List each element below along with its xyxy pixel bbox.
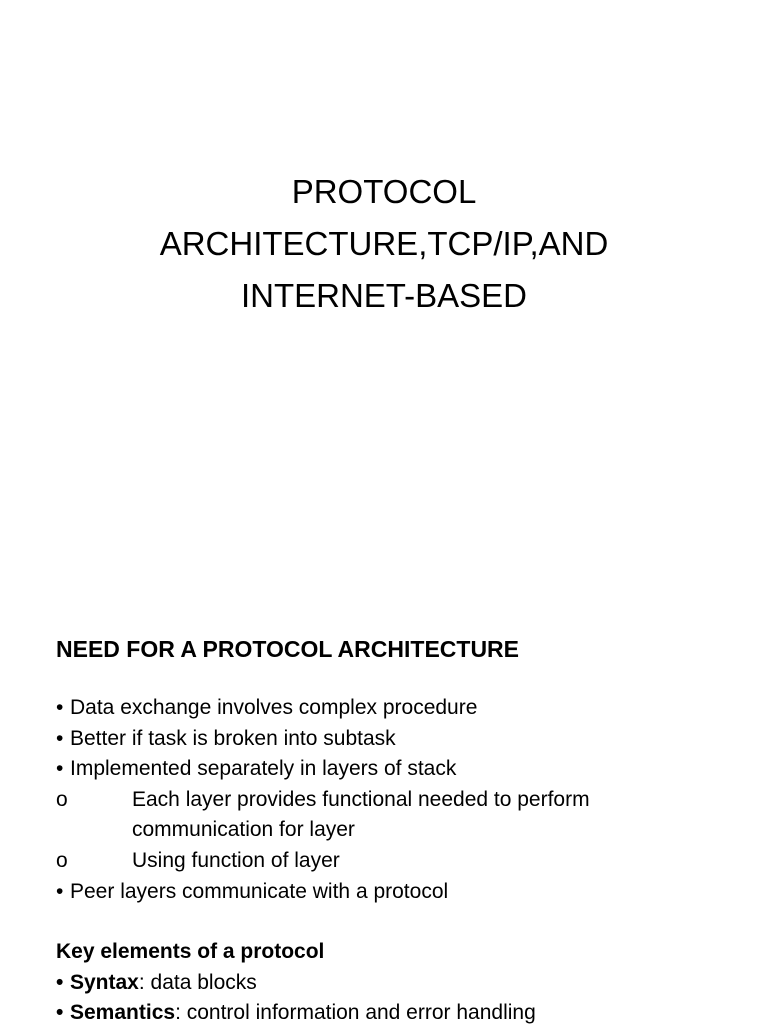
bullet-item [56,754,736,785]
bullet-text: Data exchange involves complex procedure [70,696,478,719]
slide-title [0,166,768,322]
bullet-text: Implemented separately in layers of stack [70,757,457,781]
sub-bullet-text: Each layer provides functional needed to perform communication for layer [132,787,590,842]
sub-bullet-item [56,846,736,877]
key-elements-heading: Key elements of a protocol [56,940,325,964]
sub-bullet-text: Using function of layer [132,848,340,872]
bullet-marker: • [56,879,64,903]
key-element-item [56,968,736,999]
title-line: INTERNET-BASED [240,277,528,314]
bullet-item [56,877,736,908]
key-element-desc: : data blocks [138,970,257,994]
sub-bullet-marker: o [56,787,68,811]
section-heading: NEED FOR A PROTOCOL ARCHITECTURE [56,636,519,662]
bullet-marker: • [56,726,64,750]
bullet-text: Peer layers communicate with a protocol [70,879,449,903]
key-element-term: Syntax [70,970,139,994]
key-element-term: Semantics [70,1001,176,1024]
sub-bullet-marker: o [56,848,68,872]
content-slide [0,576,768,1024]
bullet-marker: • [56,1001,64,1024]
bullet-marker: • [56,970,64,994]
bullet-marker: • [56,696,64,719]
title-line: ARCHITECTURE,TCP/IP,AND [159,225,609,262]
bullet-list [56,693,736,1024]
key-element-desc: : control information and error handling [175,1001,536,1024]
bullet-item [56,724,736,755]
bullet-marker: • [56,757,64,781]
bullet-item [56,693,736,724]
bullet-text: Better if task is broken into subtask [70,726,396,750]
key-element-item [56,998,736,1024]
sub-bullet-item [56,785,736,846]
title-line: PROTOCOL [291,173,477,210]
